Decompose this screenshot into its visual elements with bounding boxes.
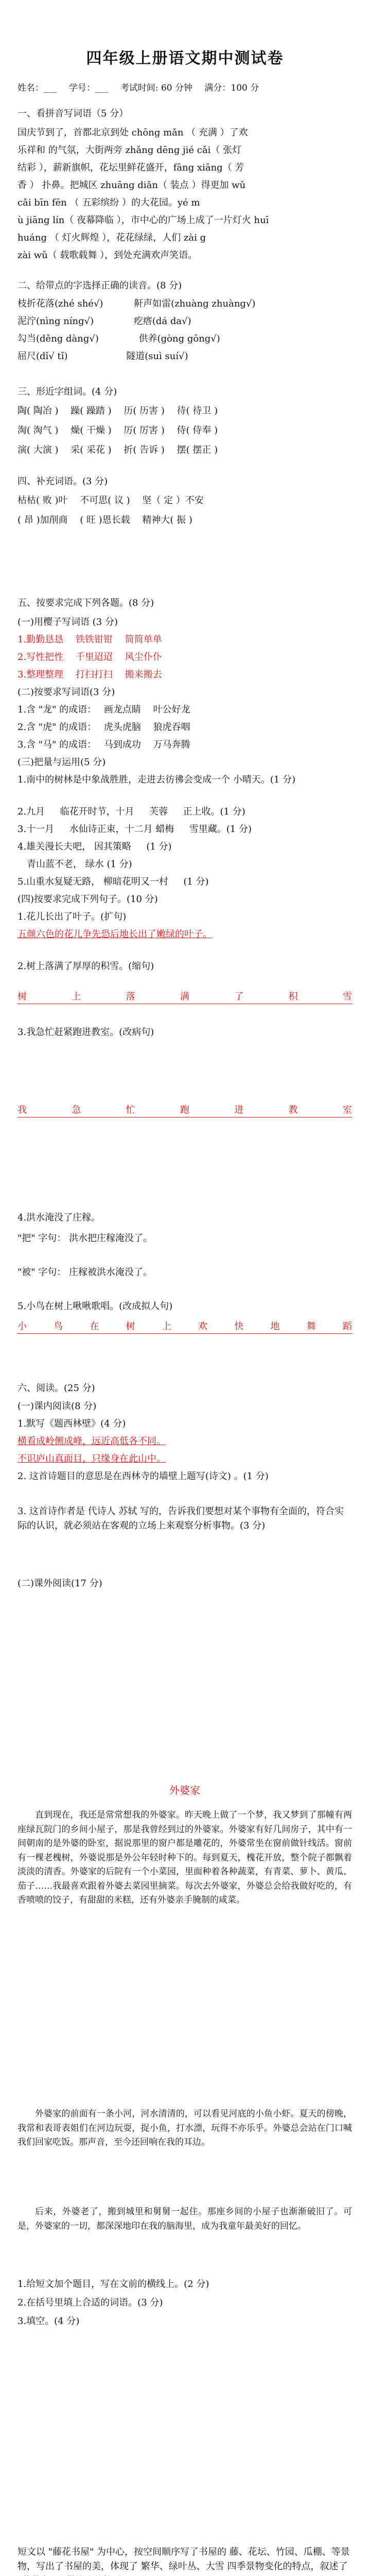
s5-q5: 2.含 "虎" 的成语： 虎头虎脑 狼虎吞咽 (17, 722, 190, 733)
s5-q12: 5.山重水复疑无路， 柳暗花明又一村 (1 分) (17, 876, 209, 887)
s6-sub-2: (二)课外阅读(17 分) (17, 1578, 102, 1589)
section-2-heading: 二、给带点的字选择正确的读音。(8 分) (17, 280, 182, 291)
s5-q16a: "把" 字句： 洪水把庄稼淹没了。 (17, 1233, 153, 1244)
s1-line-8: zài wǔ（ 载歌载舞 ），到处充满欢声笑语。 (17, 250, 198, 261)
a17-char: 快 (234, 1321, 244, 1332)
s5-a15-row (17, 1103, 352, 1117)
s5-a13: 五颜六色的花儿争先恐后地长出了嫩绿的叶子。 (17, 929, 212, 940)
s1-line-7: huáng （ 灯火辉煌 ），花花绿绿，人们 zài g (17, 232, 206, 243)
a17-char: 树 (126, 1321, 135, 1332)
s5-q3: 3.整理整理 打扫打扫 搬来搬去 (17, 669, 162, 680)
a17-char: 鸟 (54, 1321, 63, 1332)
s4-line-2: ( 昂 )加削商 ( 旺 )恩长载 精神大( 振 ) (17, 515, 192, 526)
story-paragraph-1: 直到现在，我还是常常想我的外婆家。昨天晚上做了一个梦，我又梦到了那幢有两座绿瓦院门的乡间小屋子，那是我曾经到过的外婆家。外婆家有好几间房子，其中有一间朝南的是外婆的卧室，据说那里的窗户都是雕花的，外婆常坐在窗前做针线活。窗前有一棵老槐树，外婆说那是外公年轻时种下的。每到夏天，槐花开放，整个院子都飘着淡淡的清香。外婆家的后院有一个小菜园，里面种着各种蔬菜，有青菜、萝卜、黄瓜、茄子……我最喜欢跟着外婆去菜园里摘菜。每次去外婆家，外婆总会给我做好吃的，有香喷喷的饺子，有甜甜的米糕，还有外婆亲手腌制的咸菜。 (17, 1810, 352, 1906)
s5-sub-1: (一)用樱子写词语 (3 分) (17, 617, 118, 628)
s5-q17: 5.小鸟在树上啾啾歌唱。(改成拟人句) (17, 1301, 173, 1312)
section-5-heading: 五、按要求完成下列各题。(8 分) (17, 598, 154, 608)
section-1-heading: 一、看拼音写词语（5 分） (17, 108, 129, 119)
s5-a14-row (17, 989, 352, 1004)
story-title: 外婆家 (169, 1784, 200, 1797)
s5-q4: 1.含 "龙" 的成语： 画龙点睛 叶公好龙 (17, 704, 190, 715)
s5-q10: 4.雄关漫长夫吧， 因其策略 (1 分) (17, 841, 172, 852)
a17-char: 小 (17, 1321, 27, 1332)
a14-char: 树 (17, 991, 27, 1002)
s1-line-5: cǎi bīn fēn （ 五彩缤纷 ）的大花园。yé m (17, 197, 200, 208)
s5-q15: 3.我急忙赶紧跑进教室。(改病句) (17, 1027, 154, 1038)
s1-line-1: 国庆节到了，首都北京到处 chōng mǎn （ 充满 ）了欢 (17, 127, 248, 138)
a17-char: 上 (162, 1321, 171, 1332)
s6-q3: 3. 这首诗作者是 代诗人 苏轼 写的，告诉我们要想对某个事物有全面的，符合实际的认识，就必须站在客观的立场上来观察分析事物。(3 分) (17, 1506, 344, 1531)
story-q2: 2.在括号里填上合适的词语。(3 分) (17, 2297, 163, 2308)
s5-q6: 3.含 "马" 的成语： 马到成功 万马奔腾 (17, 739, 190, 750)
s6-a1a: 横看成岭侧成峰，远近高低各不同。 (17, 1436, 166, 1447)
s5-q9: 3.十一月 水仙诗正束，十二月 蜡梅 雪里藏。(1 分) (17, 824, 252, 835)
a17-char: 欢 (198, 1321, 208, 1332)
page-title: 四年级上册语文期中测试卷 (86, 49, 284, 67)
section-6-heading: 六、阅读。(25 分) (17, 1383, 95, 1394)
s6-sub-1: (一)课内阅读(8 分) (17, 1401, 97, 1412)
a15-char: 跑 (180, 1105, 189, 1115)
s5-q16: 4.洪水淹没了庄稼。 (17, 1212, 101, 1223)
id-field: 学号：___ (68, 83, 109, 93)
a15-char: 室 (342, 1105, 352, 1115)
s5-q14: 2.树上落满了厚厚的积雪。(缩句) (17, 961, 154, 972)
s4-line-1: 枯枯( 败 )叶 不可思( 议 ) 坚（ 定 ）不安 (17, 495, 204, 506)
story-paragraph-2: 外婆家的前面有一条小河，河水清清的，可以看见河底的小鱼小虾。夏天的傍晚，我常和表哥表姐们在河边玩耍，捉小鱼，打水漂，玩得不亦乐乎。外婆总会站在门口喊我们回家吃饭。那声音，至今还回响在我的耳边。 (17, 2109, 352, 2148)
s6-q1: 1.默写《题西林壁》(4 分) (17, 1418, 126, 1429)
s3-line-1: 陶( 陶冶 ) 躁( 躁踏 ) 历( 历害 ) 待( 待卫 ) (17, 405, 218, 416)
a15-char: 忙 (126, 1105, 135, 1115)
s2-line-2: 泥泞(nìng níng√) 疙瘩(dá da√) (17, 316, 191, 327)
s5-q8: 2.九月 临花开时节，十月 芙蓉 正上收。(1 分) (17, 806, 245, 817)
s6-q2: 2. 这首诗题目的意思是在西林寺的墙壁上题写(诗文) 。(1 分) (17, 1471, 269, 1482)
story-paragraph-3: 后来，外婆老了，搬到城里和舅舅一起住。那座乡间的小屋子也渐渐破旧了。可是，外婆家的一切，都深深地印在我的脑海里，成为我童年最美好的回忆。 (17, 2207, 352, 2231)
s5-a17-row (17, 1319, 352, 1334)
a17-char: 地 (270, 1321, 280, 1332)
a17-char: 在 (90, 1321, 99, 1332)
s5-q7: 1.南中的树林是中象战胜胜，走进去彷彿会变成一个 小晴天。(1 分) (17, 774, 296, 785)
s5-q11: 青山蓝不老， 绿水 (1 分) (17, 859, 132, 870)
a15-char: 我 (17, 1105, 27, 1115)
story-q4: 短文以 "藤花书屋" 为中心，按空间顺序写了书屋的 藤、花坛、竹园、瓜棚、等景物，写出了书屋的美，体现了 繁华、绿叶丛、大雪 四季景物变化的特点，叙述了 (17, 2547, 350, 2572)
time-field: 考试时间: 60 分钟 (120, 83, 192, 93)
a15-char: 急 (72, 1105, 81, 1115)
s5-q1: 1.勤勤恳恳 铁铁钳钳 简简单单 (17, 634, 162, 645)
s2-line-4: 屈尺(dǐ√ tǐ) 隧道(suì suí√) (17, 351, 188, 362)
a17-char: 舞 (306, 1321, 316, 1332)
section-4-heading: 四、补充词语。(3 分) (17, 476, 108, 487)
s1-line-3: 结彩 ），薪新旗帜，花坛里鲜花盛开，fāng xiāng（ 芳 (17, 162, 244, 173)
s5-sub-3: (三)把量与运用(5 分) (17, 757, 106, 768)
a14-char: 了 (234, 991, 244, 1002)
s1-line-2: 乐祥和 的气氛，大街两旁 zhǎng dēng jié cǎi（ 张灯 (17, 145, 242, 156)
name-field: 姓名：___ (17, 83, 57, 93)
s1-line-6: ù jiāng lín（ 夜幕降临 ），市中心的广场上成了一片灯火 huī (17, 215, 269, 226)
a14-char: 雪 (342, 991, 352, 1002)
s2-line-1: 枝折花落(zhé shé√) 鼾声如雷(zhuàng zhuàng√) (17, 298, 256, 309)
a15-char: 进 (234, 1105, 244, 1115)
s3-line-3: 演( 大演 ) 采( 采花 ) 折( 告诉 ) 摆( 摆正 ) (17, 445, 218, 455)
s6-a1b: 不识庐山真面目，只缘身在此山中。 (17, 1453, 166, 1464)
s5-q13: 1.花儿长出了叶子。(扩句) (17, 911, 127, 922)
s1-line-4: 香 ） 扑鼻。把城区 zhuāng diǎn（ 装点 ）得更加 wǔ (17, 180, 246, 191)
a17-char: 蹈 (342, 1321, 352, 1332)
score-field: 满分：100 分 (204, 83, 259, 93)
story-q1: 1.给短文加个题目，写在文前的横线上。(2 分) (17, 2279, 209, 2290)
s5-q2: 2.写性把性 千里迢迢 风尘仆仆 (17, 652, 162, 663)
story-q3: 3.填空。(4 分) (17, 2316, 80, 2327)
s3-line-2: 淘( 淘气 ) 燥( 干燥 ) 厉( 厉害 ) 侍( 侍奉 ) (17, 425, 218, 436)
a14-char: 上 (72, 991, 81, 1002)
s5-q16b: "被" 字句： 庄稼被洪水淹没了。 (17, 1267, 153, 1278)
a14-char: 积 (288, 991, 298, 1002)
section-3-heading: 三、形近字组词。(4 分) (17, 386, 117, 397)
a15-char: 教 (288, 1105, 298, 1115)
exam-meta (17, 80, 268, 93)
s2-line-3: 勾当(děng dàng√) 供养(gòng gōng√) (17, 333, 220, 344)
s5-sub-2: (二)按要求写词语(3 分) (17, 687, 115, 698)
a14-char: 满 (180, 991, 189, 1002)
s5-sub-4: (四)按要求完成下列句子。(10 分) (17, 894, 158, 905)
a14-char: 落 (126, 991, 135, 1002)
